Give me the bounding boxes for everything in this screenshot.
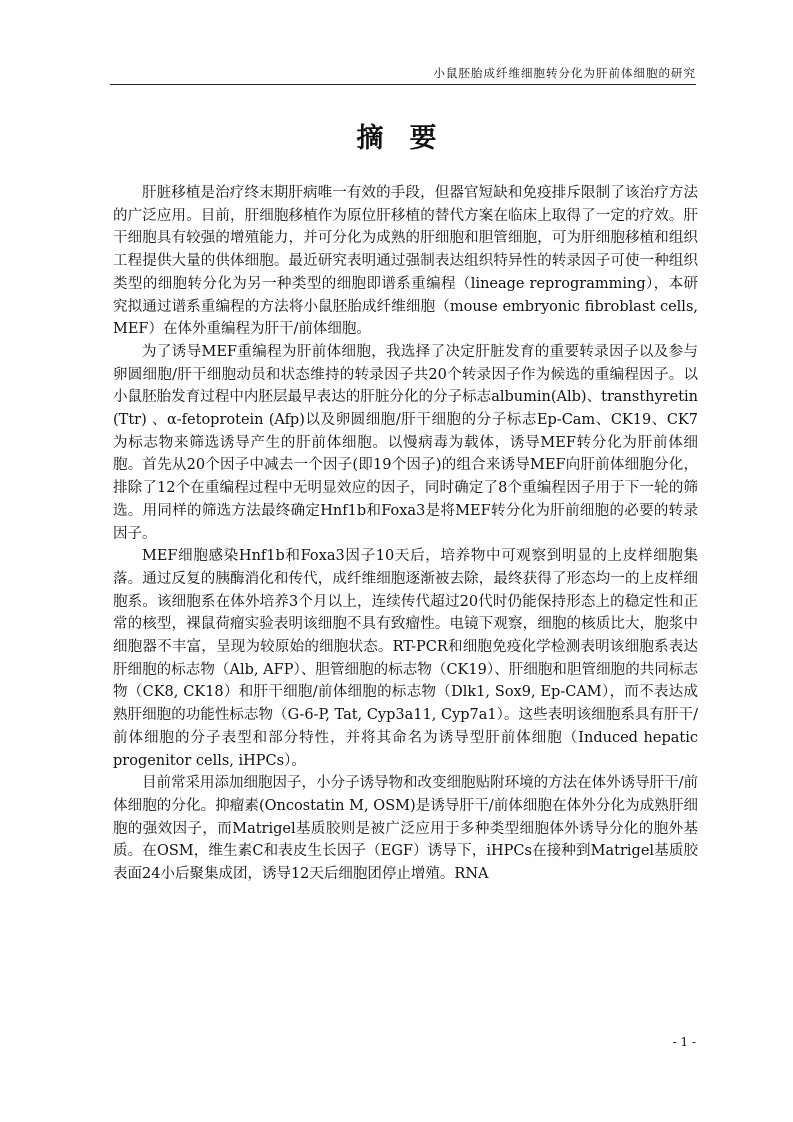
page-number: - 1 -: [672, 1035, 696, 1049]
abstract-paragraph-1: 肝脏移植是治疗终末期肝病唯一有效的手段，但器官短缺和免疫排斥限制了该治疗方法的广泛应用。目前，肝细胞移植作为原位肝移植的替代方案在临床上取得了一定的疗效。肝干细胞具有较强的增殖能力，并可分化为成熟的肝细胞和胆管细胞，可为肝细胞移植和组织工程提供大量的供体细胞。最近研究表明通过强制表达组织特异性的转录因子可使一种组织类型的细胞转分化为另一种类型的细胞即谱系重编程（lineage reprogramming），本研究拟通过谱系重编程的方法将小鼠胚胎成纤维细胞（mouse embryonic fibroblast cells, MEF）在体外重编程为肝干/前体细胞。: [113, 185, 698, 338]
abstract-paragraph-4: 目前常采用添加细胞因子，小分子诱导物和改变细胞贴附环境的方法在体外诱导肝干/前体细胞的分化。抑瘤素(Oncostatin M, OSM)是诱导肝干/前体细胞在体外分化为成熟肝细胞的强效因子，而Matrigel基质胶则是被广泛应用于多种类型细胞体外诱导分化的胞外基质。在OSM，维生素C和表皮生长因子（EGF）诱导下，iHPCs在接种到Matrigel基质胶表面24小后聚集成团，诱导12天后细胞团停止增殖。RNA: [113, 775, 698, 883]
page-title: 摘要: [356, 123, 463, 154]
abstract-paragraph-2: 为了诱导MEF重编程为肝前体细胞，我选择了决定肝脏发育的重要转录因子以及参与卵圆细胞/肝干细胞动员和状态维持的转录因子共20个转录因子作为候选的重编程因子。以小鼠胚胎发育过程中内胚层最早表达的肝脏分化的分子标志albumin(Alb)、transthyretin (Ttr) 、α-fetoprotein (Afp)以及卵圆细胞/肝干细胞的分子标志Ep-Cam、CK19、CK7为标志物来筛选诱导产生的肝前体细胞。以慢病毒为载体，诱导MEF转分化为肝前体细胞。首先从20个因子中减去一个因子(即19个因子)的组合来诱导MEF向肝前体细胞分化，排除了12个在重编程过程中无明显效应的因子，同时确定了8个重编程因子用于下一轮的筛选。用同样的筛选方法最终确定Hnf1b和Foxa3是将MEF转分化为肝前细胞的必要的转录因子。: [113, 343, 698, 542]
running-header: [110, 64, 696, 85]
abstract-body: [113, 182, 698, 886]
running-title: 小鼠胚胎成纤维细胞转分化为肝前体细胞的研究: [433, 66, 696, 80]
abstract-paragraph-3: MEF细胞感染Hnf1b和Foxa3因子10天后，培养物中可观察到明显的上皮样细胞集落。通过反复的胰酶消化和传代，成纤维细胞逐渐被去除，最终获得了形态均一的上皮样细胞系。该细胞系在体外培养3个月以上，连续传代超过20代时仍能保持形态上的稳定性和正常的核型，裸鼠荷瘤实验表明该细胞不具有致瘤性。电镜下观察，细胞的核质比大，胞浆中细胞器不丰富，呈现为较原始的细胞状态。RT-PCR和细胞免疫化学检测表明该细胞系表达肝细胞的标志物（Alb, AFP）、胆管细胞的标志物（CK19）、肝细胞和胆管细胞的共同标志物（CK8, CK18）和肝干细胞/前体细胞的标志物（Dlk1, Sox9, Ep-CAM），而不表达成熟肝细胞的功能性标志物（G-6-P, Tat, Cyp3a11, Cyp7a1）。这些表明该细胞系具有肝干/前体细胞的分子表型和部分特性，并将其命名为诱导型肝前体细胞（Induced hepatic progenitor cells, iHPCs）。: [113, 548, 698, 769]
